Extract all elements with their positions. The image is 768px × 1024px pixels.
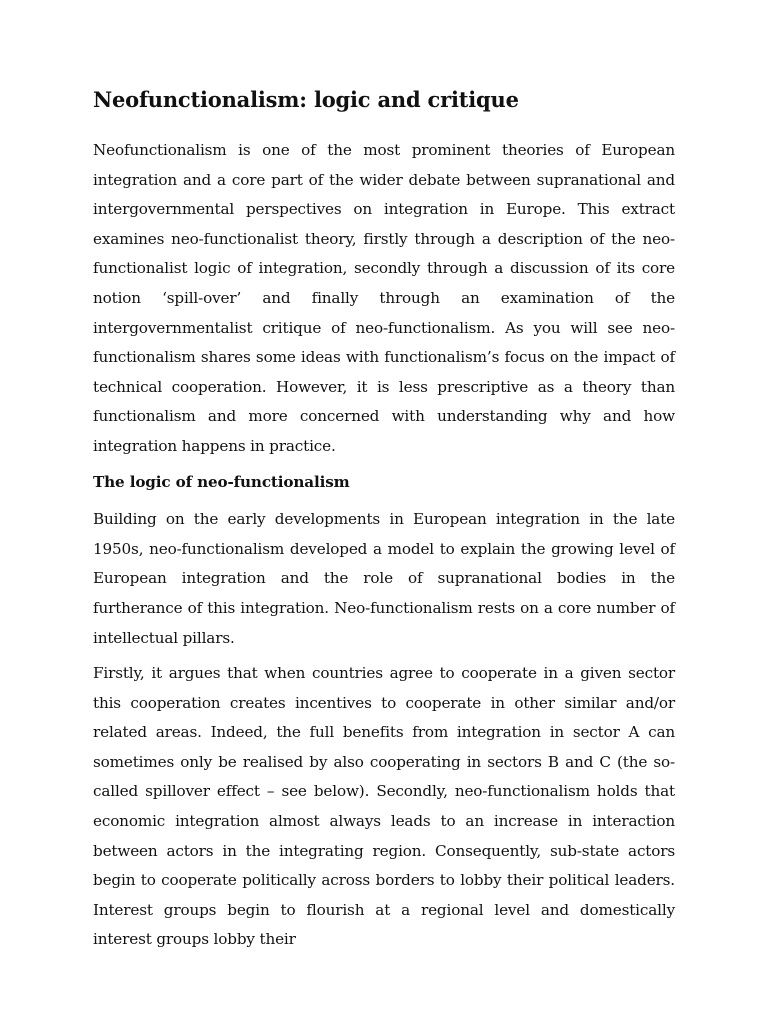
- document-page: [93, 84, 675, 961]
- body-paragraph: Building on the early developments in European integration in the late 1950s, neo-functionalism developed a model to explain the growing level of European integration and the role of supranational bodies in the furtherance of this integration. Neo-functionalism rests on a core number of intellectual pillars.: [93, 510, 675, 647]
- section-heading: The logic of neo-functionalism: [93, 472, 350, 491]
- document-title: Neofunctionalism: logic and critique: [93, 87, 519, 112]
- intro-paragraph: Neofunctionalism is one of the most prominent theories of European integration and a core part of the wider debate between supranational and intergovernmental perspectives on integration in Europe. This extract examines neo-functionalist theory, firstly through a description of the neo-functionalist logic of integration, secondly through a discussion of its core notion ‘spill-over’ and finally through an examination of the intergovernmentalist critique of neo-functionalism. As you will see neo-functionalism shares some ideas with functionalism’s focus on the impact of technical cooperation. However, it is less prescriptive as a theory than functionalism and more concerned with understanding why and how integration happens in practice.: [93, 141, 675, 455]
- body-paragraph: Firstly, it argues that when countries agree to cooperate in a given sector this cooperation creates incentives to cooperate in other similar and/or related areas. Indeed, the full benefits from integration in sector A can sometimes only be realised by also cooperating in sectors B and C (the so-called spillover effect – see below). Secondly, neo-functionalism holds that economic integration almost always leads to an increase in interaction between actors in the integrating region. Consequently, sub-state actors begin to cooperate politically across borders to lobby their political leaders. Interest groups begin to flourish at a regional level and domestically interest groups lobby their: [93, 664, 675, 949]
